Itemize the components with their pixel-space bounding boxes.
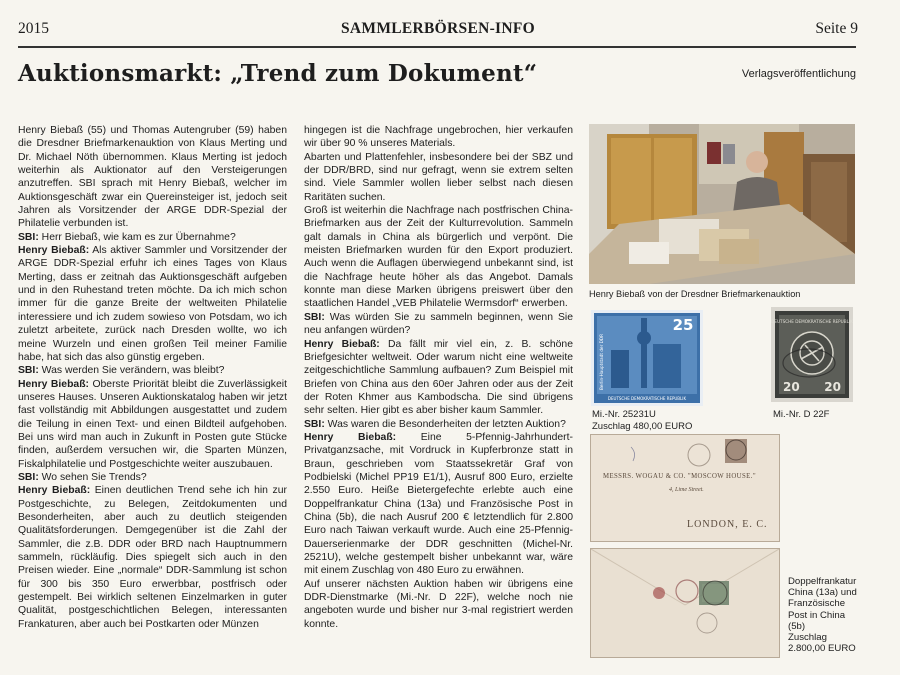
body-paragraph: Abarten und Plattenfehler, insbesondere bei der SBZ und der DDR/BRD, sind nur gefragt, wenn sie extrem selten sind. Viele Sammler wollen lieber selbst nach diesen Raritäten suchen. — [304, 151, 573, 203]
envelope-caption-line: China (13a) und — [788, 587, 857, 599]
photo-caption: Henry Biebaß von der Dresdner Briefmarkenauktion — [589, 289, 801, 299]
question — [18, 364, 287, 377]
envelope-address-line3: LONDON, E. C. — [687, 519, 768, 530]
answer-text: Eine 5-Pfennig-Jahrhundert-Privatganzsache, mit Vordruck in Kupferbronze statt in Braun, geschrieben vom Staatssekretär Graf von Podbielski (Michel PP19 E1/1), Ausruf 800 Euro, erzielte 2.550 Euro. Heiße Bietergefechte erlebte auch eine Doppelfrankatur China (13a) und Französische Post in China (5b), die nach Ausruf 200 € letztendlich für 2.800 Euro nach Taiwan verkauft wurde. Auch eine 25-Pfennig-Dauerserienmarke der DDR geschnitten (Michel-Nr. 2521U), welche gestempelt bisher unbekannt war, wäre mit einem Zuschlag von 480 Euro zu erwähnen. — [304, 431, 573, 577]
stamp1-value: 25 — [672, 316, 694, 334]
answer — [18, 378, 287, 471]
envelope-caption-line: Französische — [788, 598, 846, 610]
envelope-caption-line: Zuschlag — [788, 632, 827, 644]
envelope-back-marks — [591, 549, 779, 657]
text-column-1 — [18, 124, 287, 631]
stamp2-country-text: DEUTSCHE DEMOKRATISCHE REPUBLIK — [771, 319, 853, 324]
answer-text: Oberste Priorität bleibt die Zuverlässigkeit unseres Hauses. Unseren Auktionskatalog haben wir jetzt fast vollständig mit Abbildungen ausgestattet und zudem die Teilung in einen Text- und einen Bildteil aufgehoben. Bei uns wird man auch in Zukunft in Posten gute Stücke finden, außerdem versuchen wir, die Sparten Münzen, Fiskalphilatelie und Postgeschichte weiter auszubauen. — [18, 378, 287, 470]
answer — [304, 338, 573, 418]
envelope-caption — [788, 576, 858, 654]
envelope-caption-line: Post in China — [788, 609, 846, 621]
stamp1-catalog-number: Mi.-Nr. 25231U — [592, 409, 656, 420]
page-header — [18, 14, 858, 44]
body-paragraph: hingegen ist die Nachfrage ungebrochen, hier verkaufen wir über 90 % unseres Materials. — [304, 125, 573, 150]
question — [304, 311, 573, 338]
stamp2-caption: Mi.-Nr. D 22F — [773, 409, 830, 420]
answer-text: Als aktiver Sammler und Vorsitzender der ARGE DDR-Spezial erfuhr ich eines Tages von Klaus Merting, dass er zeitnah das Auktionsgeschäft aufgeben und in den Ruhestand treten möchte. Da ich mich schon immer für die ganze Breite der weltweiten Philatelie interessiere und ich zudem sowieso von Potsdam, wo ich zuletzt arbeitete, zurück nach Dresden wollte, wo ich meine Wurzeln und einen großen Teil meiner Familie habe, hat sich das also günstig ergeben. — [18, 245, 287, 363]
question-text: Was würden Sie zu sammeln beginnen, wenn Sie neu anfangen würden? — [304, 311, 573, 337]
question — [304, 418, 573, 431]
stamp-25-image — [591, 310, 703, 406]
intro-paragraph: Henry Biebaß (55) und Thomas Autengruber (59) haben die Dresdner Briefmarkenauktion von Klaus Merting und Dr. Michael Nöth übernommen. Klaus Merting ist jedoch weiterhin als Auktionator auf den Versteigerungen anzutreffen. SBI sprach mit Henry Biebaß, welcher im Auktionsgeschäft zwar ein Quereinsteiger ist, jedoch seit Jahren als Vorsitzender der ARGE DDR-Spezial der Philatelie verbunden ist. — [18, 125, 287, 230]
article-title: Auktionsmarkt: „Trend zum Dokument“ — [18, 60, 538, 87]
envelope-caption-line: Doppelfrankatur — [788, 576, 857, 587]
speaker-label: SBI: — [304, 311, 325, 323]
question-text: Was waren die Besonderheiten der letzten Auktion? — [324, 418, 566, 430]
question — [18, 471, 287, 484]
speaker-label: SBI: — [18, 471, 39, 483]
portrait-photo — [589, 124, 855, 284]
speaker-label: Henry Biebaß: — [18, 245, 90, 257]
text-column-2 — [304, 124, 573, 631]
question-text: Herr Biebaß, wie kam es zur Übernahme? — [38, 231, 236, 243]
speaker-label: Henry Biebaß: — [304, 338, 380, 350]
stamp2-value-right: 20 — [824, 380, 841, 394]
speaker-label: SBI: — [18, 231, 39, 243]
answer — [304, 431, 573, 578]
answer — [18, 244, 287, 364]
answer-text: Da fällt mir viel ein, z. B. schöne Briefgesichter weltweit. Oder warum nicht eine weltweite zeitgeschichtliche Sammlung aufbauen? Zum Beispiel mit Briefen von China aus den 60er Jahren oder aus der Zeit der Roten Khmer aus Kambodscha. Die sind übrigens sehr selten. Hier gibt es aber bisher kaum Sammler. — [304, 338, 573, 417]
envelope-caption-line: (5b) — [788, 620, 806, 632]
envelope-back — [590, 548, 780, 658]
stamp2-value-left: 20 — [783, 380, 800, 394]
stamp1-country-text: DEUTSCHE DEMOKRATISCHE REPUBLIK — [607, 396, 687, 401]
envelope-address-line1: MESSRS. WOGAU & CO. "MOSCOW HOUSE." — [603, 473, 756, 480]
publication-name: SAMMLERBÖRSEN-INFO — [341, 20, 535, 37]
envelope-caption-line: 2.800,00 EURO — [788, 643, 856, 655]
office-scene-image — [589, 124, 855, 284]
page-number: Seite 9 — [815, 20, 858, 37]
header-rule — [18, 46, 856, 48]
stamp-20-image — [771, 307, 853, 402]
speaker-label: Henry Biebaß: — [304, 431, 397, 443]
question — [18, 231, 287, 244]
question-text: Wo sehen Sie Trends? — [38, 471, 147, 483]
stamp1-price: Zuschlag 480,00 EURO — [592, 420, 693, 432]
article-kicker: Verlagsveröffentlichung — [741, 68, 856, 80]
envelope-address-line2: 4, Lime Street. — [669, 487, 704, 493]
stamp-ddr-25 — [591, 310, 703, 406]
stamp1-side-text: Berlin-Hauptstadt der DDR — [599, 334, 604, 390]
body-paragraph: Groß ist weiterhin die Nachfrage nach postfrischen China-Briefmarken aus der Zeit der Kulturrevolution. Sammeln galt damals in China als bürgerlich und verpönt. Die meisten Briefmarken wurden für den Export produziert. Auch wenn die Auflagen überwiegend unbekannt sind, ist die Nachfrage heute höher als das Angebot. Damals konnte man diese Marken übrigens preiswert über den staatlichen Handel „VEB Philatelie Wermsdorf“ erwerben. — [304, 205, 573, 310]
speaker-label: Henry Biebaß: — [18, 378, 89, 390]
issue-year: 2015 — [18, 20, 49, 37]
envelope-front — [590, 434, 780, 542]
answer-text: Einen deutlichen Trend sehe ich hin zur Postgeschichte, zu Belegen, Zeitdokumenten und Besonderheiten, aber auch zu deutlich steigenden Qualitätsforderungen. Demgegenüber ist die Zahl der Sammler, die z.B. DDR oder BRD nach Hauptnummern sammeln, rückläufig. Dies spiegelt sich auch in den Preisen wieder. Eine „normale“ DDR-Sammlung ist schon für 300 bis 350 Euro erwerbbar, postfrisch oder gestempelt. Bei wirklich seltenen Einzelmarken in guter Qualität, postgeschichtlichen Belegen, interessanten Frankaturen, aber auch bei Postkarten oder Münzen — [18, 485, 287, 630]
speaker-label: SBI: — [304, 418, 325, 430]
answer — [18, 484, 287, 631]
stamp-ddr-d22 — [771, 307, 853, 402]
question-text: Was werden Sie verändern, was bleibt? — [38, 365, 225, 377]
speaker-label: Henry Biebaß: — [18, 485, 91, 497]
speaker-label: SBI: — [18, 365, 39, 377]
stamp1-caption — [592, 409, 692, 432]
body-paragraph: Auf unserer nächsten Auktion haben wir übrigens eine DDR-Dienstmarke (Mi.-Nr. D 22F), welche noch nie angeboten wurde und bisher nur 3-mal registriert werden konnte. — [304, 578, 573, 630]
